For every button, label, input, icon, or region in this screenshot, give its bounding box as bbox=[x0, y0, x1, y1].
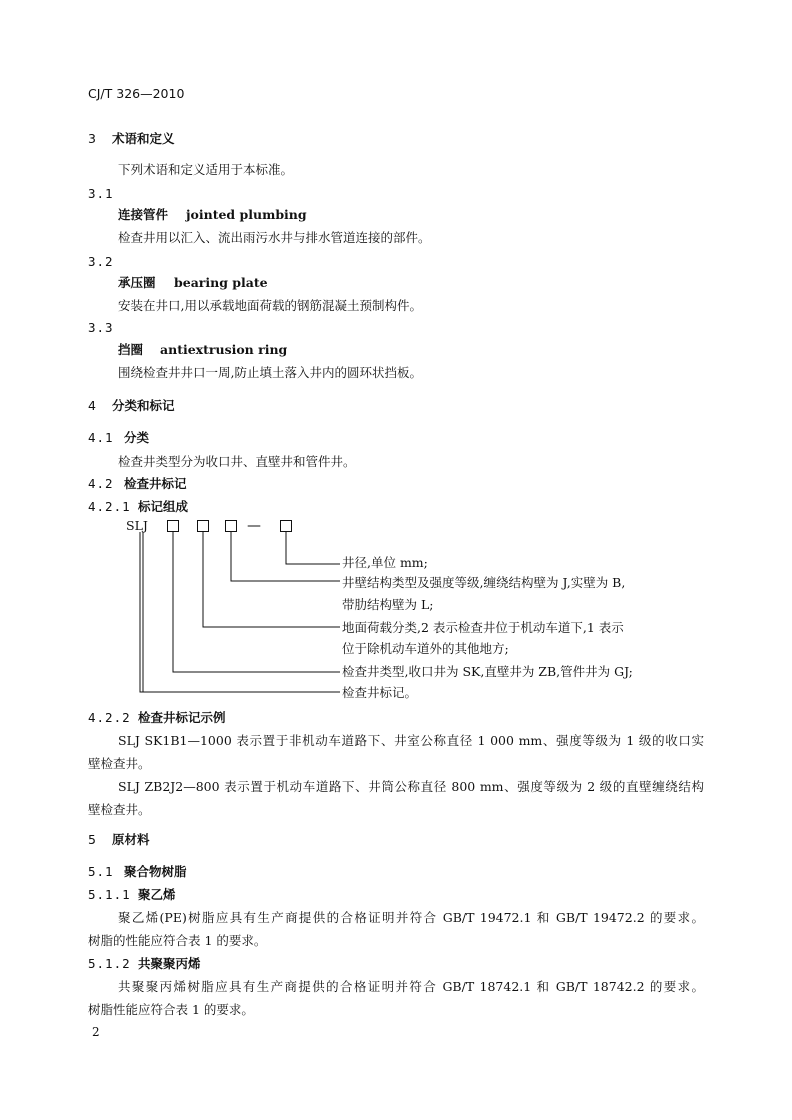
leader-line-diameter bbox=[286, 532, 340, 564]
diagram-label-load-line1: 地面荷载分类,2 表示检查井位于机动车道下,1 表示 bbox=[342, 620, 624, 635]
example-2-line1: SLJ ZB2J2—800 表示置于机动车道路下、井筒公称直径 800 mm、强度等级为 2 级的直壁缠绕结构 bbox=[118, 779, 704, 794]
diagram-label-load-line2: 位于除机动车道外的其他地方; bbox=[342, 641, 509, 656]
leader-line-type bbox=[173, 532, 340, 672]
term-3-1-zh: 连接管件 bbox=[118, 207, 169, 222]
term-3-2-zh: 承压圈 bbox=[118, 275, 156, 290]
section-4-2-1-number: 4.2.1 bbox=[88, 499, 131, 514]
section-5-number: 5 bbox=[88, 832, 96, 847]
term-3-3-number: 3.3 bbox=[88, 320, 114, 335]
example-2-line2: 壁检查井。 bbox=[88, 802, 151, 817]
diagram-label-wall-line2: 带肋结构壁为 L; bbox=[342, 597, 434, 612]
leader-line-mark bbox=[140, 532, 340, 692]
leader-line-wall bbox=[231, 532, 340, 581]
section-4-2-title: 检查井标记 bbox=[124, 476, 187, 491]
section-5-title: 原材料 bbox=[112, 832, 150, 847]
section-5-1-number: 5.1 bbox=[88, 864, 114, 879]
term-3-1-number: 3.1 bbox=[88, 186, 114, 201]
code-box-type bbox=[168, 521, 179, 532]
section-5-1-1-number: 5.1.1 bbox=[88, 887, 131, 902]
term-3-3-en: antiextrusion ring bbox=[160, 342, 288, 357]
section-5-1-1-line1: 聚乙烯(PE)树脂应具有生产商提供的合格证明并符合 GB/T 19472.1 和 GB/T 19472.2 的要求。 bbox=[118, 910, 704, 925]
section-4-2-2-number: 4.2.2 bbox=[88, 710, 131, 725]
term-3-2-number: 3.2 bbox=[88, 254, 114, 269]
section-5-1-1-title: 聚乙烯 bbox=[138, 887, 176, 902]
section-4-title: 分类和标记 bbox=[112, 398, 175, 413]
diagram-label-type: 检查井类型,收口井为 SK,直壁井为 ZB,管件井为 GJ; bbox=[342, 664, 633, 679]
term-3-3-definition: 围绕检查井井口一周,防止填土落入井内的圆环状挡板。 bbox=[118, 365, 422, 380]
diagram-label-wall-line1: 井壁结构类型及强度等级,缠绕结构壁为 J,实壁为 B, bbox=[342, 575, 626, 590]
standard-code-header: CJ/T 326—2010 bbox=[88, 86, 185, 101]
section-4-2-1-title: 标记组成 bbox=[138, 499, 189, 514]
term-3-1-definition: 检查井用以汇入、流出雨污水井与排水管道连接的部件。 bbox=[118, 230, 431, 245]
marking-dash: — bbox=[247, 518, 261, 534]
code-box-diameter bbox=[281, 521, 292, 532]
section-4-2-2-title: 检查井标记示例 bbox=[138, 710, 226, 725]
page-number: 2 bbox=[92, 1025, 100, 1039]
section-5-1-2-title: 共聚聚丙烯 bbox=[138, 956, 201, 971]
section-5-1-1-line2: 树脂的性能应符合表 1 的要求。 bbox=[88, 933, 267, 948]
section-4-2-number: 4.2 bbox=[88, 476, 114, 491]
section-5-1-title: 聚合物树脂 bbox=[124, 864, 187, 879]
diagram-label-mark: 检查井标记。 bbox=[342, 685, 418, 700]
section-3-title: 术语和定义 bbox=[112, 131, 175, 146]
section-5-1-2-line1: 共聚聚丙烯树脂应具有生产商提供的合格证明并符合 GB/T 18742.1 和 GB/T 18742.2 的要求。 bbox=[118, 979, 704, 994]
term-3-3-zh: 挡圈 bbox=[118, 342, 144, 357]
code-box-wall bbox=[226, 521, 237, 532]
section-5-1-2-line2: 树脂性能应符合表 1 的要求。 bbox=[88, 1002, 254, 1017]
example-1-line1: SLJ SK1B1—1000 表示置于非机动车道路下、井室公称直径 1 000 mm、强度等级为 1 级的收口实 bbox=[118, 733, 704, 748]
term-3-2-en: bearing plate bbox=[174, 275, 268, 290]
section-4-1-text: 检查井类型分为收口井、直壁井和管件井。 bbox=[118, 454, 356, 469]
code-box-load bbox=[198, 521, 209, 532]
section-3-number: 3 bbox=[88, 131, 96, 146]
marking-prefix: SLJ bbox=[126, 518, 148, 533]
section-5-1-2-number: 5.1.2 bbox=[88, 956, 131, 971]
section-4-1-title: 分类 bbox=[124, 430, 150, 445]
term-3-1-en: jointed plumbing bbox=[186, 207, 307, 222]
section-4-1-number: 4.1 bbox=[88, 430, 114, 445]
section-4-number: 4 bbox=[88, 398, 96, 413]
section-3-intro: 下列术语和定义适用于本标准。 bbox=[118, 162, 294, 177]
example-1-line2: 壁检查井。 bbox=[88, 756, 151, 771]
leader-line-load bbox=[203, 532, 340, 627]
term-3-2-definition: 安装在井口,用以承载地面荷载的钢筋混凝土预制构件。 bbox=[118, 298, 422, 313]
diagram-label-diameter: 井径,单位 mm; bbox=[342, 555, 428, 570]
